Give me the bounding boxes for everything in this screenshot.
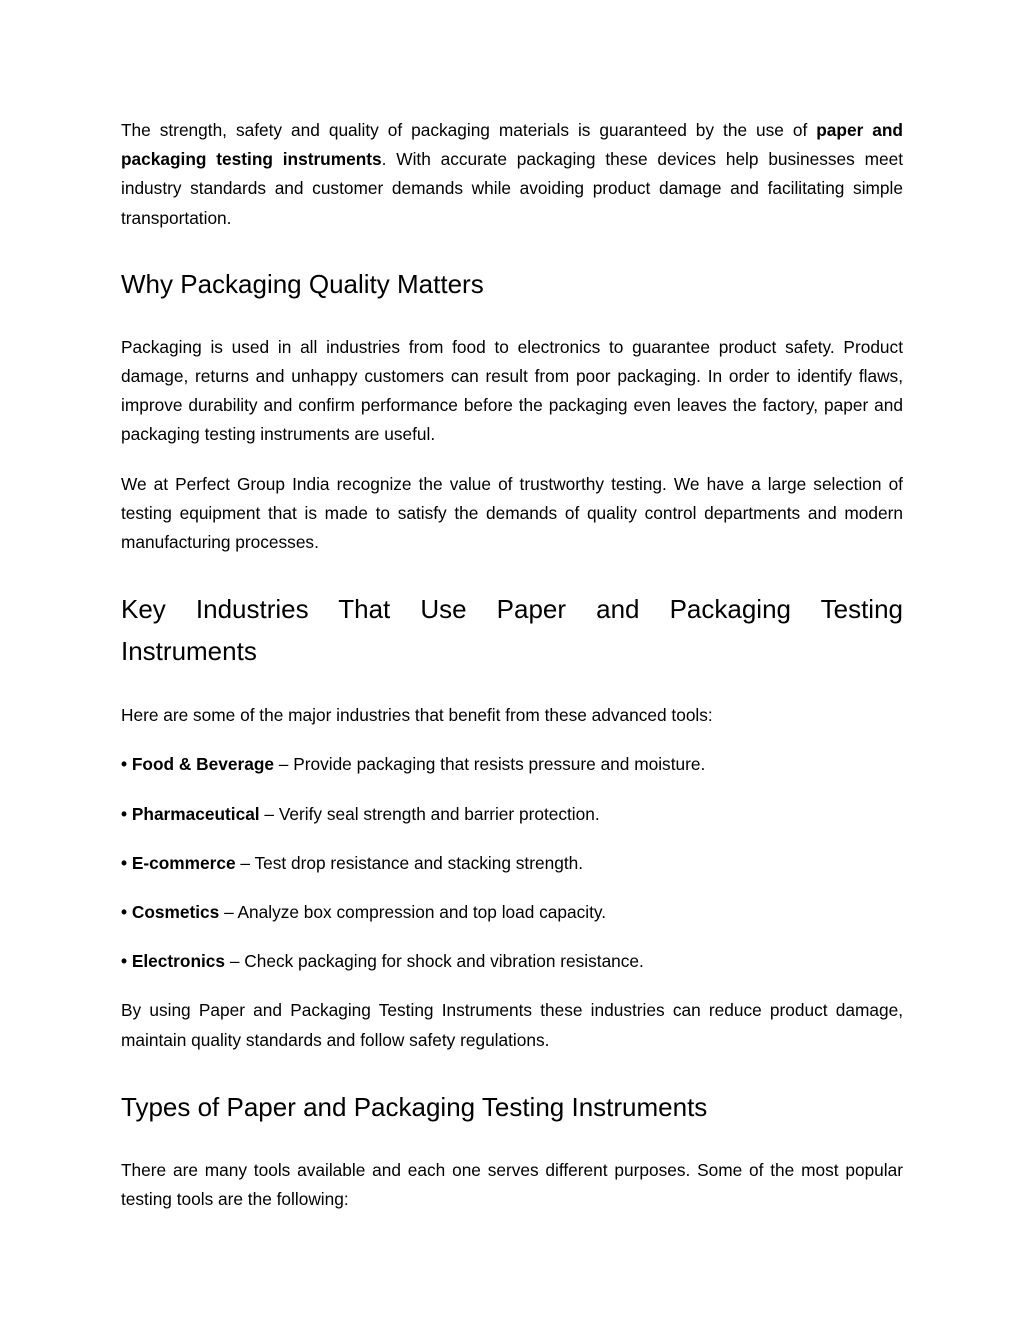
bullet-label: Food & Beverage xyxy=(131,754,274,775)
types-paragraph: There are many tools available and each one serves different purposes. Some of the most popular testing tools are the following: xyxy=(121,1159,903,1210)
bullet-label: Electronics xyxy=(131,951,226,972)
bullet-label: Cosmetics xyxy=(131,902,220,923)
list-item-electronics xyxy=(121,947,903,976)
document-page xyxy=(121,116,903,1214)
bullet-text: – Provide packaging that resists pressure and moisture. xyxy=(273,754,706,775)
bullet-marker: • xyxy=(121,852,132,873)
bullet-text: – Check packaging for shock and vibration resistance. xyxy=(225,951,644,972)
key-industries-outro: By using Paper and Packaging Testing Instruments these industries can reduce product damage, maintain quality standards and follow safety regulations. xyxy=(121,1000,903,1050)
bullet-marker: • xyxy=(121,803,132,824)
key-industries-intro: Here are some of the major industries that benefit from these advanced tools: xyxy=(121,705,713,726)
bullet-text: – Analyze box compression and top load capacity. xyxy=(219,902,607,923)
heading-key-industries-line-1: Key Industries That Use Paper and Packaging Testing xyxy=(121,594,903,625)
bullet-text: – Test drop resistance and stacking strength. xyxy=(235,852,584,873)
intro-text-before: The strength, safety and quality of packaging materials is guaranteed by the use of xyxy=(121,120,817,140)
bullet-text: – Verify seal strength and barrier protection. xyxy=(259,803,600,824)
list-item-food-beverage xyxy=(121,750,903,779)
bullet-marker: • xyxy=(121,951,132,972)
list-item-cosmetics xyxy=(121,898,903,927)
heading-why-packaging-quality-matters: Why Packaging Quality Matters xyxy=(121,268,484,299)
bullet-label: Pharmaceutical xyxy=(131,803,260,824)
bullet-label: E-commerce xyxy=(131,852,236,873)
bullet-marker: • xyxy=(121,754,132,775)
heading-key-industries xyxy=(121,588,903,672)
intro-bold-phrase: paper and packaging testing instruments xyxy=(121,120,903,170)
bullet-marker: • xyxy=(121,902,132,923)
list-item-e-commerce xyxy=(121,849,903,878)
list-item-pharmaceutical xyxy=(121,800,903,829)
why-paragraph-1: Packaging is used in all industries from food to electronics to guarantee product safety. Product damage, returns and unhappy customers can result from poor packaging. In order to identify flaws, improve durability and confirm performance before the packaging even leaves the factory, paper and packaging testing instruments are useful. xyxy=(121,336,903,445)
heading-key-industries-line-2: Instruments xyxy=(121,636,257,667)
intro-text-after: . With accurate packaging these devices help businesses meet industry standards and customer demands while avoiding product damage and facilitating simple transportation. xyxy=(121,149,904,228)
heading-types-of-instruments: Types of Paper and Packaging Testing Instruments xyxy=(121,1091,708,1122)
intro-paragraph xyxy=(121,116,903,233)
why-paragraph-2: We at Perfect Group India recognize the value of trustworthy testing. We have a large selection of testing equipment that is made to satisfy the demands of quality control departments and modern manufacturing processes. xyxy=(121,473,903,553)
